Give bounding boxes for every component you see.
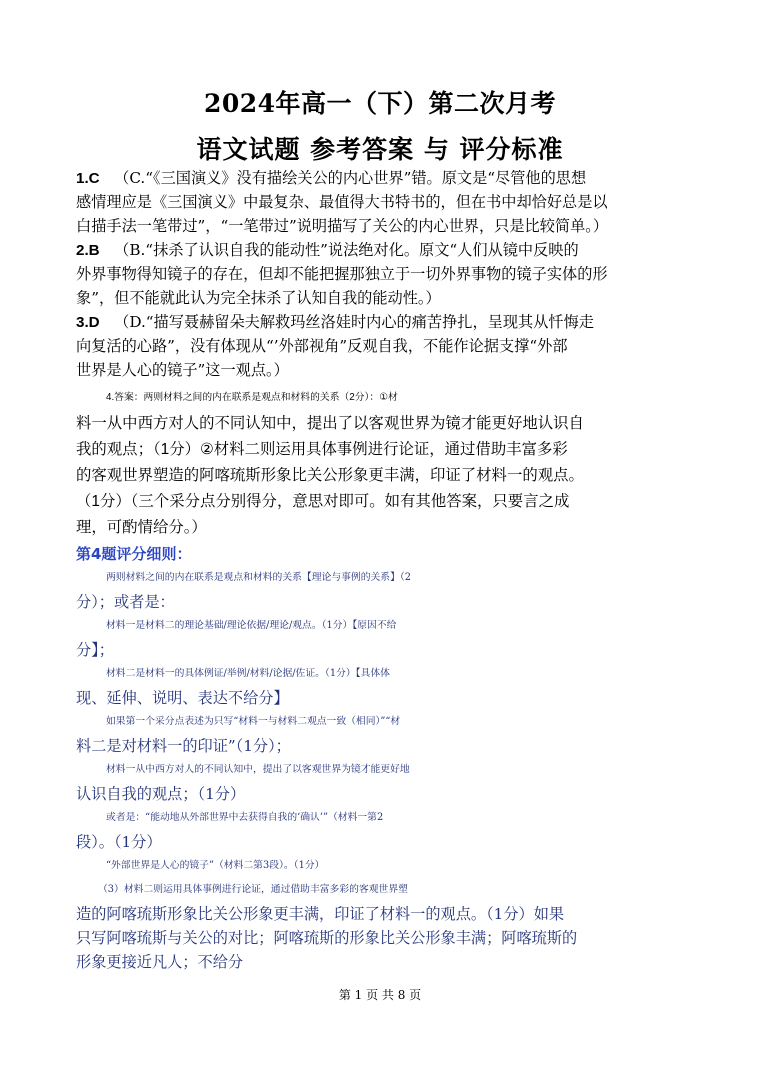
q1-text: （C.“《三国演义》没有描绘关公的内心世界”错。原文是“尽管他的思想 bbox=[114, 169, 587, 187]
rubric-line-7: 如果第一个采分点表述为只写“材料一与材料二观点一致（相同）”“材 bbox=[106, 716, 401, 727]
q2-number: 2.B bbox=[76, 242, 100, 259]
q4-answer-line-2: 料一从中西方对人的不同认知中，提出了以客观世界为镜才能更好地认识自 bbox=[76, 415, 584, 432]
q3-line-1 bbox=[76, 310, 696, 335]
rubric-line-12: 段）。（1分） bbox=[76, 833, 162, 851]
rubric-heading: 第4题评分细则： bbox=[76, 545, 192, 563]
q2-line-3: 象”，但不能就此认为完全抹杀了认知自我的能动性。） bbox=[76, 289, 441, 307]
q2-line-1 bbox=[76, 238, 696, 263]
document-title: 2024年高一（下）第二次月考 bbox=[203, 89, 557, 118]
rubric-line-17: 形象更接近凡人；不给分 bbox=[76, 953, 244, 971]
q1-line-3: 白描手法一笔带过”，“一笔带过”说明描写了关公的内心世界，只是比较简单。） bbox=[76, 217, 609, 235]
rubric-line-9: 材料一从中西方对人的不同认知中，提出了以客观世界为镜才能更好地 bbox=[106, 764, 410, 775]
rubric-line-16: 只写阿喀琉斯与关公的对比；阿喀琉斯的形象比关公形象丰满；阿喀琉斯的 bbox=[76, 929, 578, 947]
q1-line-1 bbox=[76, 166, 696, 191]
rubric-line-15: 造的阿喀琉斯形象比关公形象更丰满，印证了材料一的观点。（1分）如果 bbox=[76, 905, 565, 923]
q4-answer-line-4: 的客观世界塑造的阿喀琉斯形象比关公形象更丰满，印证了材料一的观点。 bbox=[76, 467, 584, 484]
q3-line-2: 向复活的心路”，没有体现从“’外部视角”反观自我，不能作论据支撑“外部 bbox=[76, 337, 568, 355]
q4-answer-line-3: 我的观点；（1分）②材料二则运用具体事例进行论证，通过借助丰富多彩 bbox=[76, 441, 568, 458]
page-footer: 第 1 页 共 8 页 bbox=[338, 988, 422, 1002]
q2-line-2: 外界事物得知镜子的存在，但却不能把握那独立于一切外界事物的镜子实体的形 bbox=[76, 265, 608, 283]
rubric-line-1: 两则材料之间的内在联系是观点和材料的关系【理论与事例的关系】（2 bbox=[106, 572, 412, 583]
rubric-line-10: 认识自我的观点；（1分） bbox=[76, 785, 246, 803]
rubric-line-11: 或者是：“能动地从外部世界中去获得自我的‘确认’”（材料一第2 bbox=[106, 812, 384, 823]
rubric-line-14: （3）材料二则运用具体事例进行论证，通过借助丰富多彩的客观世界塑 bbox=[98, 884, 408, 895]
rubric-line-6: 现、延伸、说明、表达不给分】 bbox=[76, 689, 289, 707]
rubric-line-13: “外部世界是人心的镜子”（材料二第3段）。（1分） bbox=[106, 860, 325, 871]
q4-answer-line-1: 4.答案：两则材料之间的内在联系是观点和材料的关系（2分）：①材 bbox=[106, 392, 398, 403]
rubric-line-5: 材料二是材料一的具体例证/举例/材料/论据/佐证。（1分）【具体体 bbox=[106, 668, 390, 679]
q4-answer-line-6: 理，可酌情给分。） bbox=[76, 519, 207, 536]
q2-text: （B.“抹杀了认识自我的能动性”说法绝对化。原文“人们从镜中反映的 bbox=[114, 241, 579, 259]
q4-answer-line-5: （1分）（三个采分点分别得分，意思对即可。如有其他答案，只要言之成 bbox=[76, 493, 570, 510]
rubric-line-2: 分）；或者是： bbox=[76, 593, 175, 611]
q1-line-2: 感情理应是《三国演义》中最复杂、最值得大书特书的，但在书中却恰好总是以 bbox=[76, 193, 608, 211]
rubric-line-4: 分】； bbox=[76, 641, 114, 659]
q3-line-3: 世界是人心的镜子”这一观点。） bbox=[76, 361, 289, 379]
q1-number: 1.C bbox=[76, 170, 100, 187]
q3-text: （D.“描写聂赫留朵夫解救玛丝洛娃时内心的痛苦挣扎，呈现其从忏悔走 bbox=[114, 313, 594, 331]
document-subtitle: 语文试题 参考答案 与 评分标准 bbox=[196, 135, 564, 164]
rubric-line-8: 料二是对材料一的印证”（1分）； bbox=[76, 737, 291, 755]
q3-number: 3.D bbox=[76, 314, 100, 331]
rubric-line-3: 材料一是材料二的理论基础/理论依据/理论/观点。（1分）【原因不给 bbox=[106, 620, 397, 631]
